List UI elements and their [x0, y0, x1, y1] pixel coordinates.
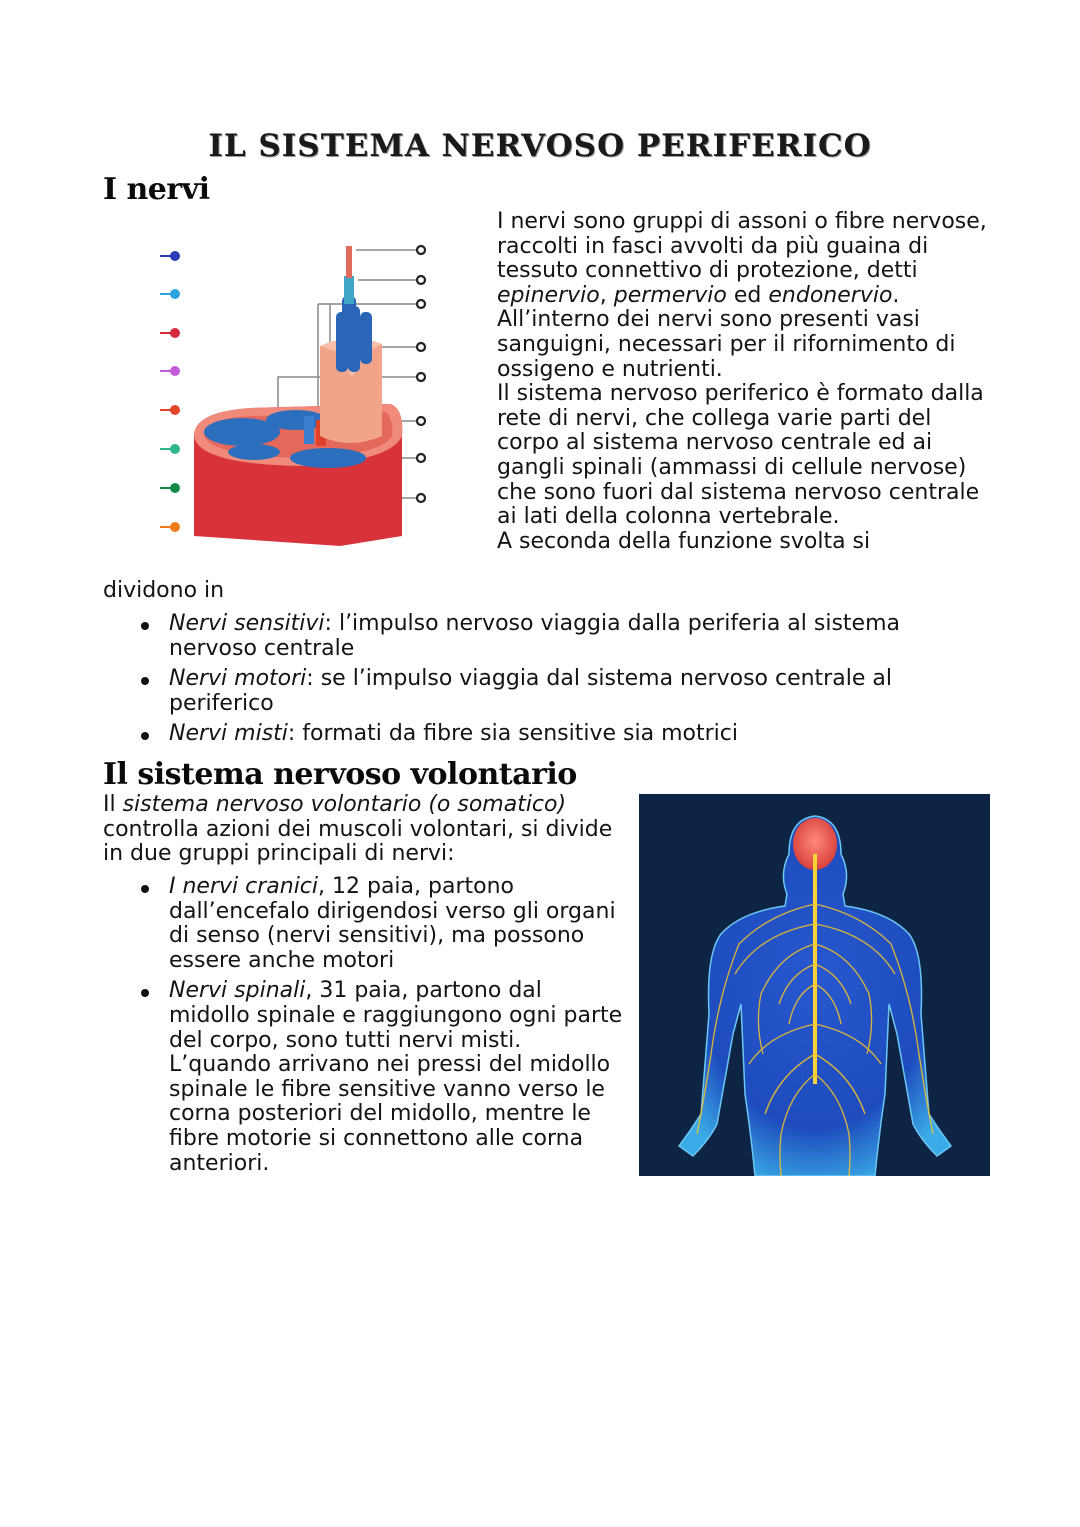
section-heading-volontario: Il sistema nervoso volontario [103, 757, 577, 792]
volontario-intro: Il sistema nervoso volontario (o somatico) controlla azioni dei muscoli volontari, si divide in due gruppi principali di nervi: [103, 792, 613, 867]
label-assone: Assone [66, 277, 160, 311]
nervi-definition-paragraph: I nervi sono gruppi di assoni o fibre nervose, raccolti in fasci avvolti da più guaina di tessuto connettivo di protezione, detti epinervio, permervio ed endonervio. All’interno dei nervi sono presenti vasi sanguigni, necessari per il rifornimento di ossigeno e nutrienti. [497, 209, 987, 382]
funzione-continuation: dividono in [103, 578, 225, 603]
page-title: IL SISTEMA NERVOSO PERIFERICO [208, 128, 872, 164]
list-item: Nervi motori: se l’impulso viaggia dal sistema nervoso centrale al periferico [103, 667, 953, 716]
label-nervo: Nervo [66, 393, 160, 427]
label-epinervio: Epinervio [66, 354, 160, 388]
funzione-paragraph: A seconda della funzione svolta si [497, 528, 871, 554]
nerve-cross-section-illustration [190, 236, 452, 552]
nervous-system-image [639, 794, 990, 1176]
nerve-types-list [103, 612, 953, 747]
label-perinervio: Perinervio [66, 238, 160, 274]
nervi-description [497, 210, 987, 554]
list-item: Nervi sensitivi: l’impulso nervoso viaggia dalla periferia al sistema nervoso centrale [103, 612, 953, 661]
nerve-anatomy-diagram [62, 236, 452, 552]
label-endonervio: Endonervio [66, 471, 160, 505]
list-item: Nervi spinali, 31 paia, partono dal midollo spinale e raggiungono ogni parte del corpo, sono tutti nervi misti. L’quando arrivano nei pressi del midollo spinale le fibre sensitive vanno verso le corna posteriori del midollo, mentre le fibre motorie si connettono alle corna anteriori. [103, 979, 628, 1176]
human-body-illustration [639, 794, 990, 1176]
label-fascio-fibre: Fascio di fibre nervose [66, 431, 160, 467]
label-guaina-mielinica: Guaina mielinica [66, 315, 160, 351]
snp-paragraph: Il sistema nervoso periferico è formato dalla rete di nervi, che collega varie parti del corpo al sistema nervoso centrale ed ai gangli spinali (ammassi di cellule nervose) che sono fuori dal sistema nervoso centrale ai lati della colonna vertebrale. [497, 381, 984, 530]
label-vasi-sanguigni: Vasi sanguigni [66, 509, 160, 545]
section-heading-nervi: I nervi [103, 172, 210, 207]
volontario-nerves-list [103, 875, 628, 1176]
list-item: Nervi misti: formati da fibre sia sensitive sia motrici [103, 722, 953, 747]
list-item: I nervi cranici, 12 paia, partono dall’encefalo dirigendosi verso gli organi di senso (nervi sensitivi), ma possono essere anche motori [103, 875, 628, 973]
